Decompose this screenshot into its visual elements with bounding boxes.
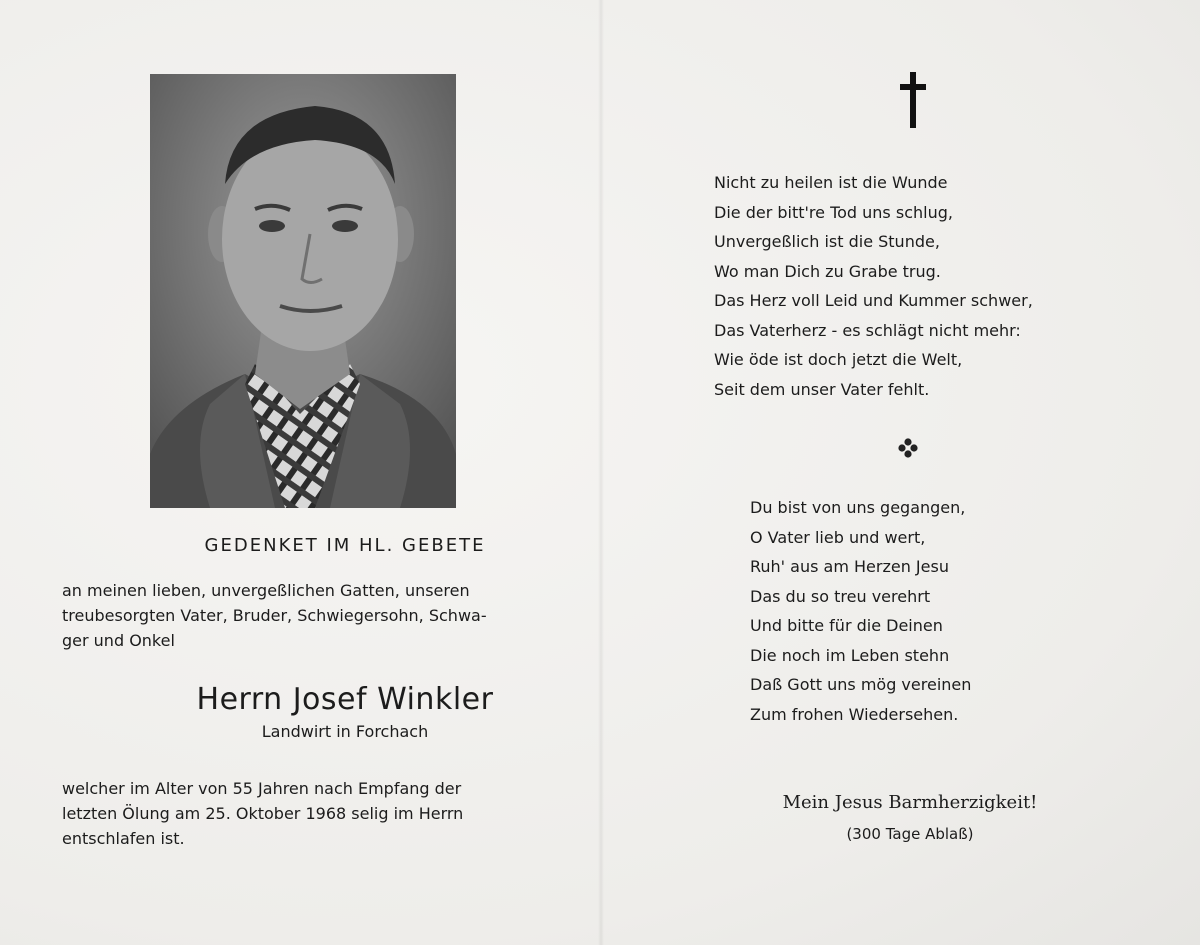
poem-line: Und bitte für die Deinen — [750, 616, 943, 635]
poem-line: Daß Gott uns mög vereinen — [750, 675, 972, 694]
card-fold — [598, 0, 604, 945]
poem-line: O Vater lieb und wert, — [750, 527, 926, 547]
closing-text — [62, 776, 537, 851]
deceased-name: Herrn Josef Winkler — [196, 682, 494, 717]
portrait-photo — [150, 74, 456, 508]
intro-line: an meinen lieben, unvergeßlichen Gatten, unseren — [62, 581, 470, 600]
poem-line: Die der bitt're Tod uns schlug, — [714, 202, 953, 222]
poem-line: Das Vaterherz - es schlägt nicht mehr: — [714, 320, 1021, 340]
poem-line: Zum frohen Wiedersehen. — [750, 704, 959, 724]
intro-line: ger und Onkel — [62, 631, 175, 650]
poem-line: Nicht zu heilen ist die Wunde — [714, 173, 948, 192]
poem-line: Die noch im Leben stehn — [750, 645, 950, 665]
poem-line: Wo man Dich zu Grabe trug. — [714, 261, 941, 281]
portrait-illustration — [150, 74, 456, 508]
indulgence-note: (300 Tage Ablaß) — [846, 825, 974, 843]
closing-line: letzten Ölung am 25. Oktober 1968 selig im Herrn — [62, 804, 464, 823]
poem-line: Seit dem unser Vater fehlt. — [714, 379, 930, 399]
four-leaf-ornament-icon — [898, 438, 918, 458]
latin-cross-icon — [898, 72, 928, 128]
prayer-line: Mein Jesus Barmherzigkeit! — [782, 792, 1038, 813]
poem-line: Ruh' aus am Herzen Jesu — [750, 557, 949, 576]
intro-line: treubesorgten Vater, Bruder, Schwiegersohn, Schwa- — [62, 606, 487, 625]
poem-line: Wie öde ist doch jetzt die Welt, — [714, 350, 963, 369]
closing-line: entschlafen ist. — [62, 829, 185, 848]
poem-line: Unvergeßlich ist die Stunde, — [714, 232, 940, 251]
poem-line: Du bist von uns gegangen, — [750, 498, 966, 517]
poem-line: Das Herz voll Leid und Kummer schwer, — [714, 291, 1033, 310]
poem-second-stanza — [750, 493, 1150, 729]
deceased-occupation: Landwirt in Forchach — [261, 722, 429, 741]
poem-line: Das du so treu verehrt — [750, 586, 931, 606]
memorial-heading: GEDENKET IM HL. GEBETE — [204, 535, 486, 556]
closing-line: welcher im Alter von 55 Jahren nach Empfang der — [62, 779, 462, 798]
poem-first-stanza — [714, 168, 1134, 404]
intro-text — [62, 578, 537, 653]
